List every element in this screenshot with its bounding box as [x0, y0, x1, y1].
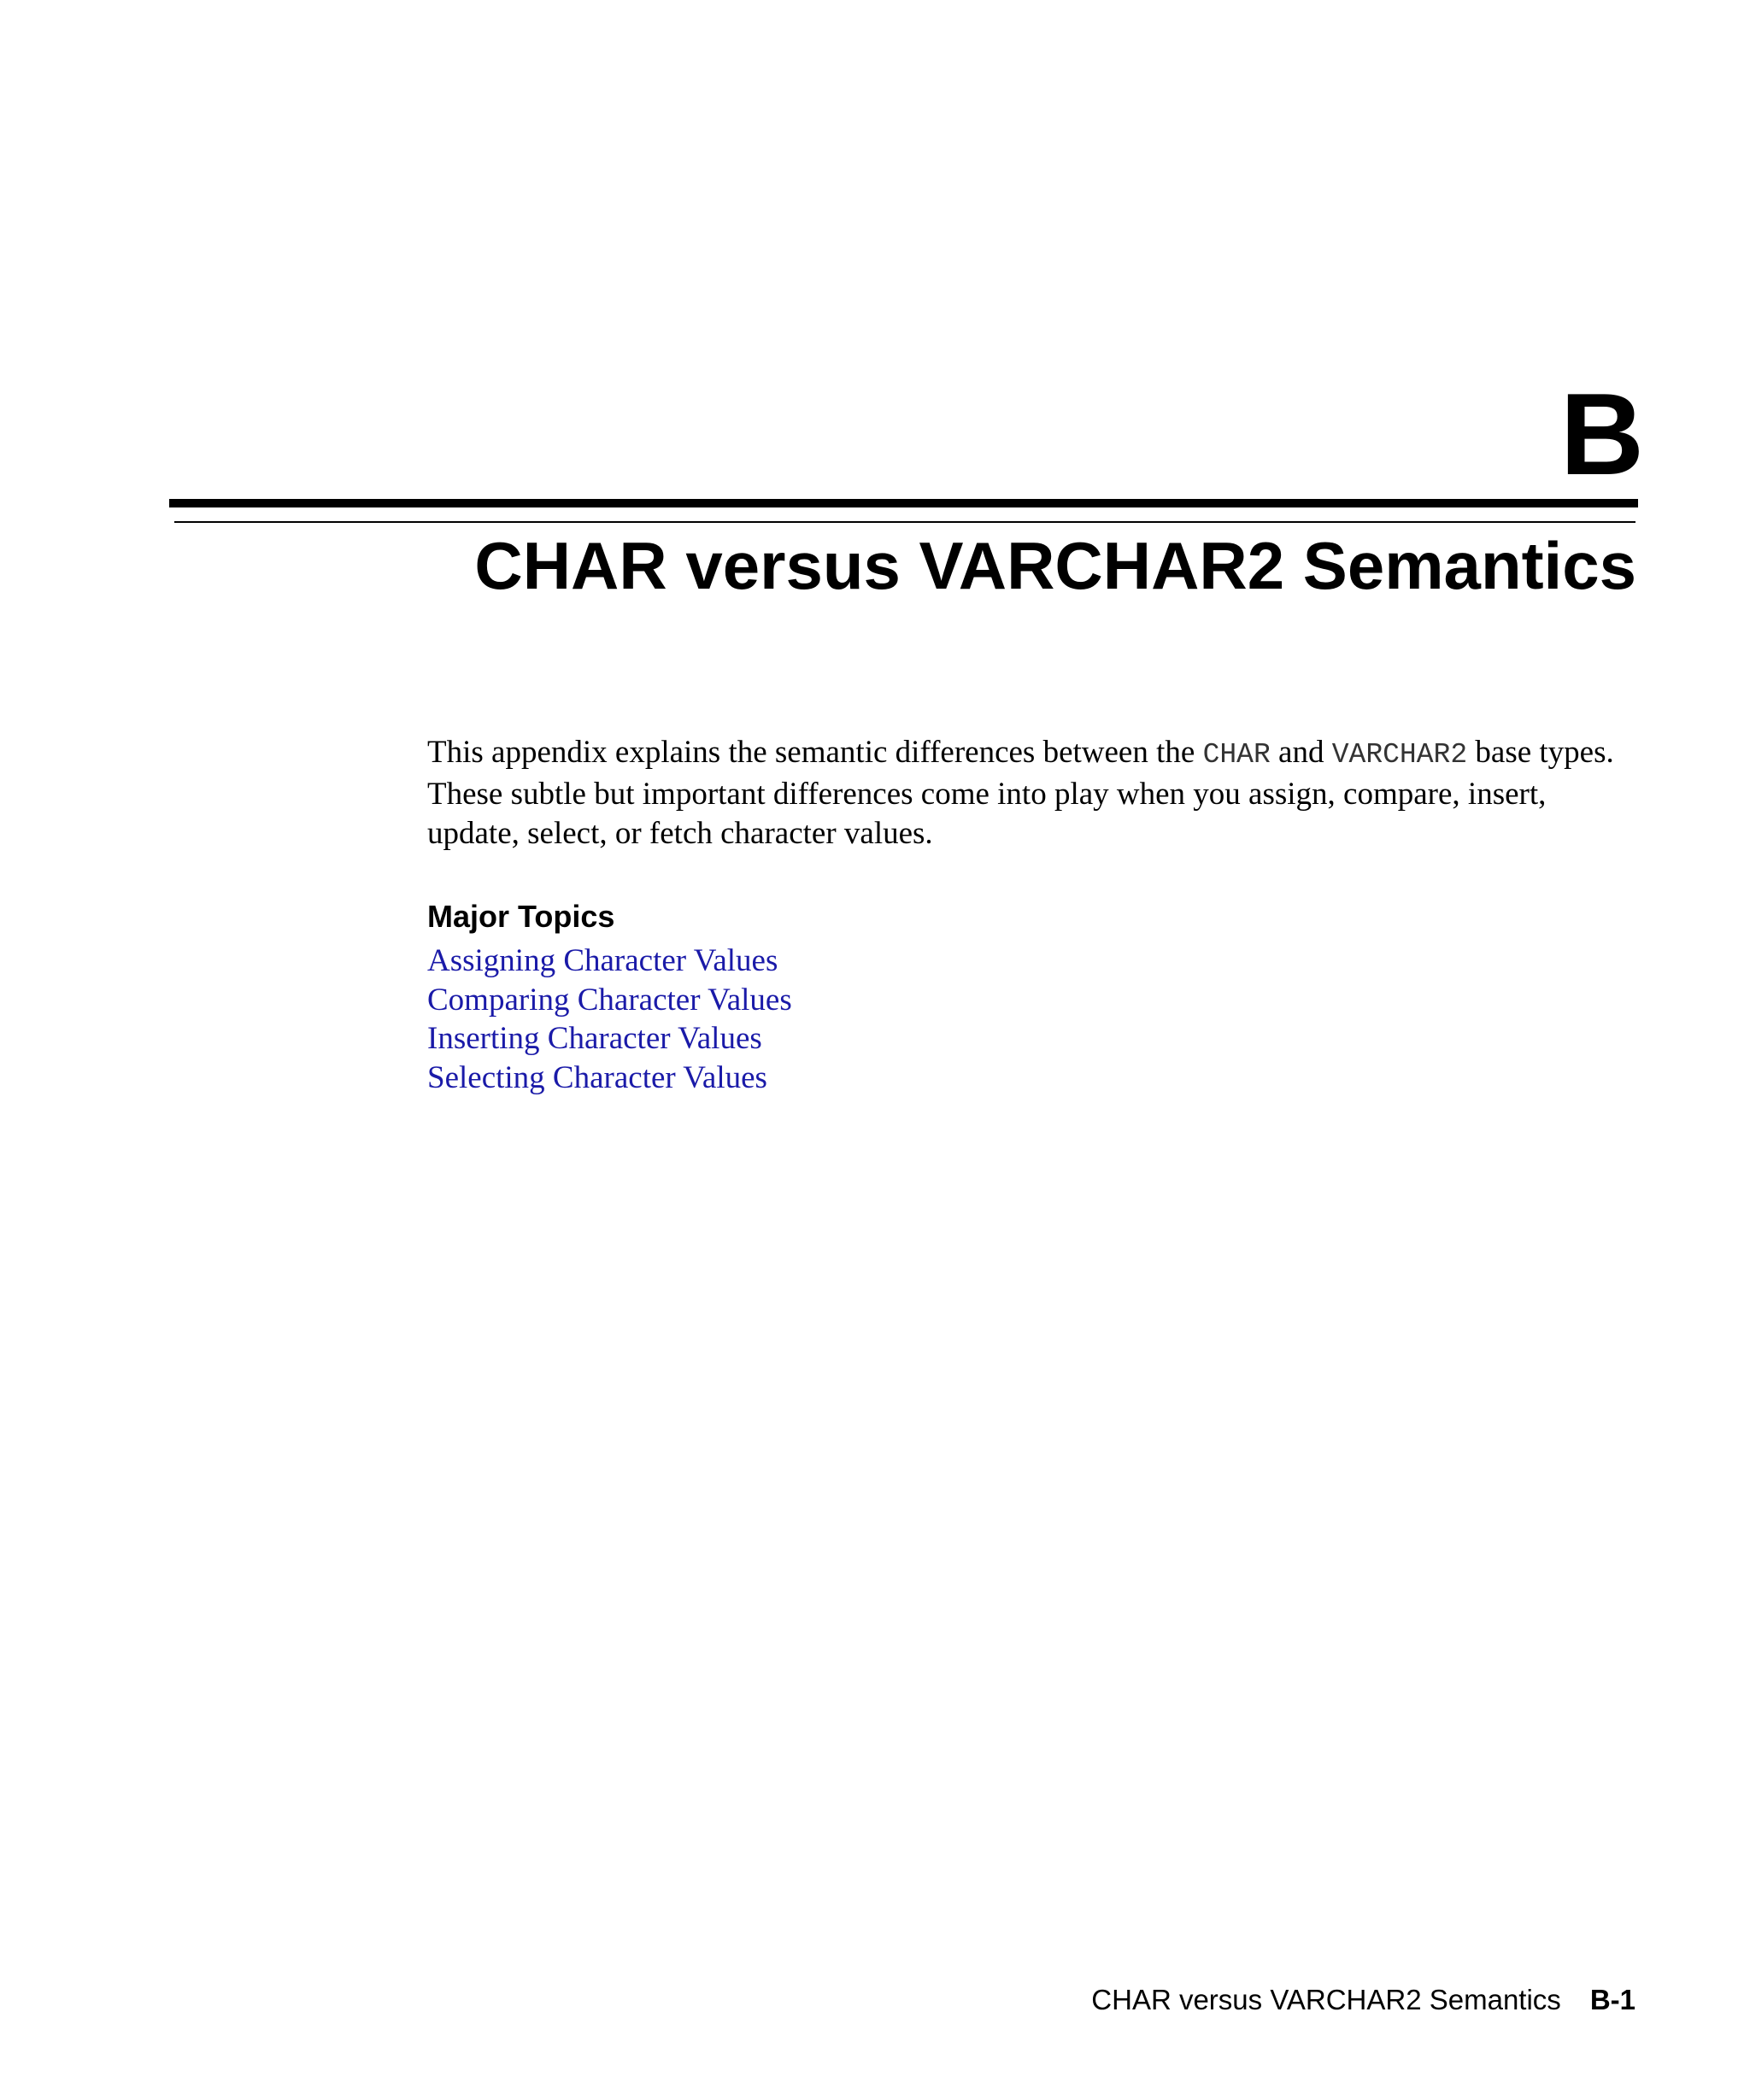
- page-footer: [1091, 1980, 1635, 2020]
- major-topics-list: [427, 941, 792, 1097]
- topic-link-comparing[interactable]: Comparing Character Values: [427, 982, 792, 1018]
- topic-link-inserting[interactable]: Inserting Character Values: [427, 1021, 762, 1056]
- topic-link-selecting[interactable]: Selecting Character Values: [427, 1059, 767, 1095]
- intro-text-2: and: [1270, 735, 1332, 770]
- topic-item: [427, 981, 792, 1020]
- intro-paragraph: [427, 733, 1641, 853]
- chapter-letter: B: [1559, 369, 1644, 499]
- intro-text-3: base types. These subtle but important differences come into play when you assign, compare, insert, update, select, or fetch character values.: [427, 735, 1614, 851]
- intro-text-1: This appendix explains the semantic differences between the: [427, 735, 1203, 770]
- chapter-title: CHAR versus VARCHAR2 Semantics: [474, 528, 1636, 603]
- topic-item: [427, 1019, 792, 1059]
- chapter-rule-thick: [169, 499, 1638, 507]
- code-varchar2: VARCHAR2: [1331, 739, 1468, 771]
- footer-title: CHAR versus VARCHAR2 Semantics: [1091, 1984, 1561, 2015]
- major-topics-heading: Major Topics: [427, 899, 615, 934]
- footer-page-number: B-1: [1589, 1984, 1635, 2015]
- code-char: CHAR: [1202, 739, 1271, 771]
- chapter-rule-thin: [174, 521, 1635, 523]
- topic-item: [427, 941, 792, 981]
- topic-item: [427, 1059, 792, 1098]
- topic-link-assigning[interactable]: Assigning Character Values: [427, 943, 778, 978]
